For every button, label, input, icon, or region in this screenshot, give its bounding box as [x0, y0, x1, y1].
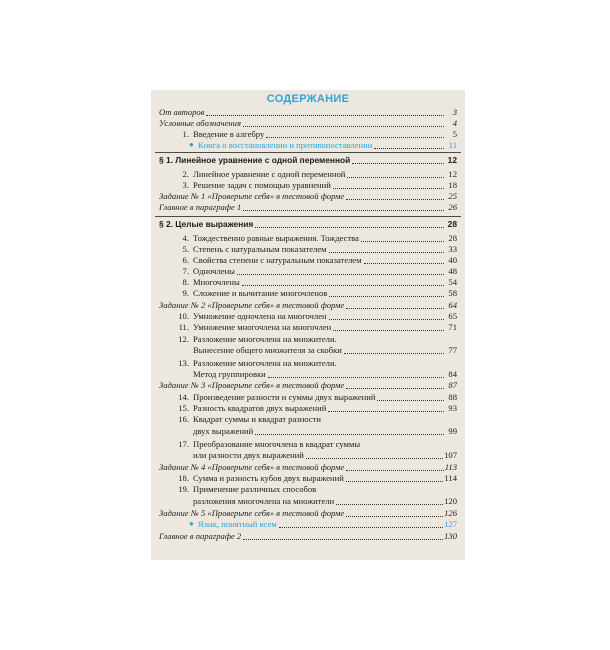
toc-entry-title: Одночлены: [193, 266, 235, 276]
toc-page-number: 130: [444, 531, 457, 541]
toc-entry[interactable]: [175, 288, 457, 299]
dot-leader: [306, 458, 443, 459]
dot-leader: [346, 481, 444, 482]
dot-leader: [255, 434, 444, 435]
toc-page-number: 4: [452, 118, 457, 128]
toc-entry-number: 11.: [178, 322, 189, 332]
dot-leader: [206, 115, 444, 116]
toc-entry[interactable]: [159, 531, 457, 542]
toc-page-number: 84: [448, 369, 457, 379]
dot-leader: [255, 227, 444, 228]
dot-leader: [336, 504, 443, 505]
toc-entry-title: Умножение одночлена на многочлен: [193, 311, 327, 321]
toc-entry-title: Задание № 5 «Проверьте себя» в тестовой форме: [159, 508, 345, 518]
toc-entry-title: Введение в алгебру: [193, 129, 265, 139]
toc-page-number: 77: [448, 345, 457, 355]
toc-entry-number: 6.: [182, 255, 189, 265]
toc-page-number: 127: [444, 519, 457, 529]
toc-entry[interactable]: [159, 202, 457, 213]
toc-entry-number: 9.: [182, 288, 189, 298]
toc-entry[interactable]: [159, 380, 457, 391]
toc-entry-number: 10.: [178, 311, 189, 321]
toc-entry[interactable]: [159, 155, 457, 166]
toc-entry-title: Метод группировки: [193, 369, 266, 379]
toc-entry-title: или разности двух выражений: [193, 450, 304, 460]
toc-entry-title: Преобразование многочлена в квадрат суммы: [193, 439, 361, 449]
toc-page-number: 64: [448, 300, 457, 310]
dot-leader: [344, 353, 444, 354]
toc-entry-number: 2.: [182, 169, 189, 179]
dot-leader: [346, 308, 444, 309]
toc-entry-number: 19.: [178, 484, 189, 494]
bullet-icon: ●: [189, 519, 194, 528]
bullet-icon: ●: [189, 140, 194, 149]
dot-leader: [268, 377, 444, 378]
toc-entry-number: 17.: [178, 439, 189, 449]
dot-leader: [266, 137, 444, 138]
toc-entry-title: Главное в параграфе 1: [159, 202, 242, 212]
toc-page-number: 26: [448, 202, 457, 212]
toc-entry-title: двух выражений: [193, 426, 254, 436]
dot-leader: [346, 388, 444, 389]
toc-entry-title: § 2. Целые выражения: [159, 219, 254, 229]
toc-entry[interactable]: [159, 118, 457, 129]
toc-entry[interactable]: [175, 473, 457, 484]
toc-entry[interactable]: [193, 369, 457, 380]
toc-entry[interactable]: [175, 403, 457, 414]
dot-leader: [237, 274, 444, 275]
toc-page-number: 33: [448, 244, 457, 254]
toc-entry[interactable]: [175, 358, 457, 369]
toc-entry[interactable]: [175, 484, 457, 495]
toc-entry-title: Разность квадратов двух выражений: [193, 403, 327, 413]
toc-entry[interactable]: [159, 462, 457, 473]
dot-leader: [333, 188, 444, 189]
toc-entry-title: Применение различных способов: [193, 484, 317, 494]
toc-entry[interactable]: [159, 508, 457, 519]
toc-entry[interactable]: [175, 439, 457, 450]
toc-entry-title: От авторов: [159, 107, 205, 117]
dot-leader: [329, 296, 444, 297]
dot-leader: [347, 177, 444, 178]
toc-entry[interactable]: [175, 129, 457, 140]
toc-entry-title: Задание № 1 «Проверьте себя» в тестовой форме: [159, 191, 345, 201]
toc-page-number: 107: [444, 450, 457, 460]
dot-leader: [279, 527, 443, 528]
toc-page-number: 126: [444, 508, 457, 518]
toc-entry-number: 1.: [182, 129, 189, 139]
section-divider: [155, 152, 461, 153]
dot-leader: [328, 411, 444, 412]
dot-leader: [364, 263, 444, 264]
toc-entry[interactable]: [189, 140, 457, 151]
toc-entry-number: 13.: [178, 358, 189, 368]
toc-entry-title: Условные обозначения: [159, 118, 241, 128]
toc-entry[interactable]: [175, 233, 457, 244]
toc-page-number: 3: [452, 107, 457, 117]
toc-page-number: 12: [447, 155, 457, 165]
toc-entry-title: Степень с натуральным показателем: [193, 244, 327, 254]
dot-leader: [352, 163, 444, 164]
toc-entry-title: разложения многочлена на множители: [193, 496, 335, 506]
toc-page-number: 113: [444, 462, 457, 472]
dot-leader: [346, 199, 444, 200]
toc-page-number: 88: [448, 392, 457, 402]
toc-entry[interactable]: [159, 219, 457, 230]
toc-entry[interactable]: [159, 300, 457, 311]
toc-entry-number: 16.: [178, 414, 189, 424]
toc-entry[interactable]: [175, 244, 457, 255]
toc-entry[interactable]: [193, 345, 457, 356]
toc-entry-number: 5.: [182, 244, 189, 254]
toc-page-number: 25: [448, 191, 457, 201]
section-divider: [155, 216, 461, 217]
dot-leader: [329, 252, 444, 253]
toc-page-number: 114: [444, 473, 457, 483]
toc-entry-title: Задание № 4 «Проверьте себя» в тестовой форме: [159, 462, 345, 472]
dot-leader: [329, 319, 444, 320]
toc-entry[interactable]: [159, 107, 457, 118]
toc-entry-title: Разложение многочлена на множители.: [193, 358, 337, 368]
dot-leader: [377, 400, 444, 401]
toc-page-number: 40: [448, 255, 457, 265]
toc-entry-title: Язык, понятный всем: [197, 519, 277, 529]
toc-entry-number: 18.: [178, 473, 189, 483]
toc-page-number: 11: [448, 140, 457, 150]
toc-entry[interactable]: [175, 180, 457, 191]
dot-leader: [346, 470, 444, 471]
dot-leader: [243, 210, 444, 211]
toc-entry-number: 7.: [182, 266, 189, 276]
toc-entry[interactable]: [175, 255, 457, 266]
toc-entry-title: Тождественно равные выражения. Тождества: [193, 233, 359, 243]
toc-entry[interactable]: [193, 426, 457, 437]
toc-entry-title: Сумма и разность кубов двух выражений: [193, 473, 344, 483]
toc-entry-title: Главное в параграфе 2: [159, 531, 242, 541]
toc-entry[interactable]: [175, 414, 457, 425]
toc-entry-number: 4.: [182, 233, 189, 243]
toc-entry-title: Свойства степени с натуральным показателем: [193, 255, 362, 265]
toc-entry[interactable]: [175, 322, 457, 333]
toc-entry-title: Книга о восстановлении и противопоставлении: [197, 140, 373, 150]
dot-leader: [346, 516, 443, 517]
dot-leader: [374, 148, 444, 149]
toc-page-number: 120: [444, 496, 457, 506]
dot-leader: [333, 330, 444, 331]
page-title: СОДЕРЖАНИЕ: [266, 93, 350, 105]
dot-leader: [243, 539, 443, 540]
toc-entry-number: 8.: [182, 277, 189, 287]
toc-entry[interactable]: [193, 450, 457, 461]
toc-entry-number: 14.: [178, 392, 189, 402]
toc-page-number: 48: [448, 266, 457, 276]
toc-entry-number: 12.: [178, 334, 189, 344]
toc-entry-title: Умножение многочлена на многочлен: [193, 322, 332, 332]
toc-page-number: 5: [452, 129, 457, 139]
toc-entry-title: Сложение и вычитание многочленов: [193, 288, 328, 298]
toc-entry[interactable]: [175, 334, 457, 345]
toc-entry[interactable]: [175, 311, 457, 322]
toc-page-number: 18: [448, 180, 457, 190]
toc-page-number: 28: [447, 219, 457, 229]
toc-entry-title: Разложение многочлена на множители.: [193, 334, 337, 344]
toc-page-number: 65: [448, 311, 457, 321]
contents-page: [151, 90, 465, 560]
dot-leader: [243, 126, 444, 127]
toc-entry-title: Многочлены: [193, 277, 240, 287]
toc-entry-title: Задание № 2 «Проверьте себя» в тестовой форме: [159, 300, 345, 310]
toc-page-number: 28: [448, 233, 457, 243]
toc-entry-title: § 1. Линейное уравнение с одной переменной: [159, 155, 351, 165]
dot-leader: [242, 285, 444, 286]
toc-page-number: 99: [448, 426, 457, 436]
toc-page-number: 93: [448, 403, 457, 413]
toc-entry[interactable]: [159, 191, 457, 202]
toc-entry[interactable]: [175, 392, 457, 403]
toc-entry-title: Задание № 3 «Проверьте себя» в тестовой форме: [159, 380, 345, 390]
toc-entry[interactable]: [175, 266, 457, 277]
toc-entry-title: Линейное уравнение с одной переменной: [193, 169, 346, 179]
toc-entry-number: 3.: [182, 180, 189, 190]
toc-entry-title: Решение задач с помощью уравнений: [193, 180, 331, 190]
dot-leader: [361, 241, 444, 242]
toc-entry[interactable]: [175, 169, 457, 180]
toc-entry[interactable]: [193, 496, 457, 507]
toc-entry-title: Произведение разности и суммы двух выражений: [193, 392, 376, 402]
toc-page-number: 71: [448, 322, 457, 332]
toc-entry[interactable]: [175, 277, 457, 288]
toc-entry[interactable]: [189, 519, 457, 530]
toc-entry-title: Вынесение общего множителя за скобки: [193, 345, 342, 355]
toc-entry-number: 15.: [178, 403, 189, 413]
toc-page-number: 87: [448, 380, 457, 390]
toc-page-number: 54: [448, 277, 457, 287]
toc-page-number: 58: [448, 288, 457, 298]
toc-entry-title: Квадрат суммы и квадрат разности: [193, 414, 321, 424]
toc-page-number: 12: [448, 169, 457, 179]
